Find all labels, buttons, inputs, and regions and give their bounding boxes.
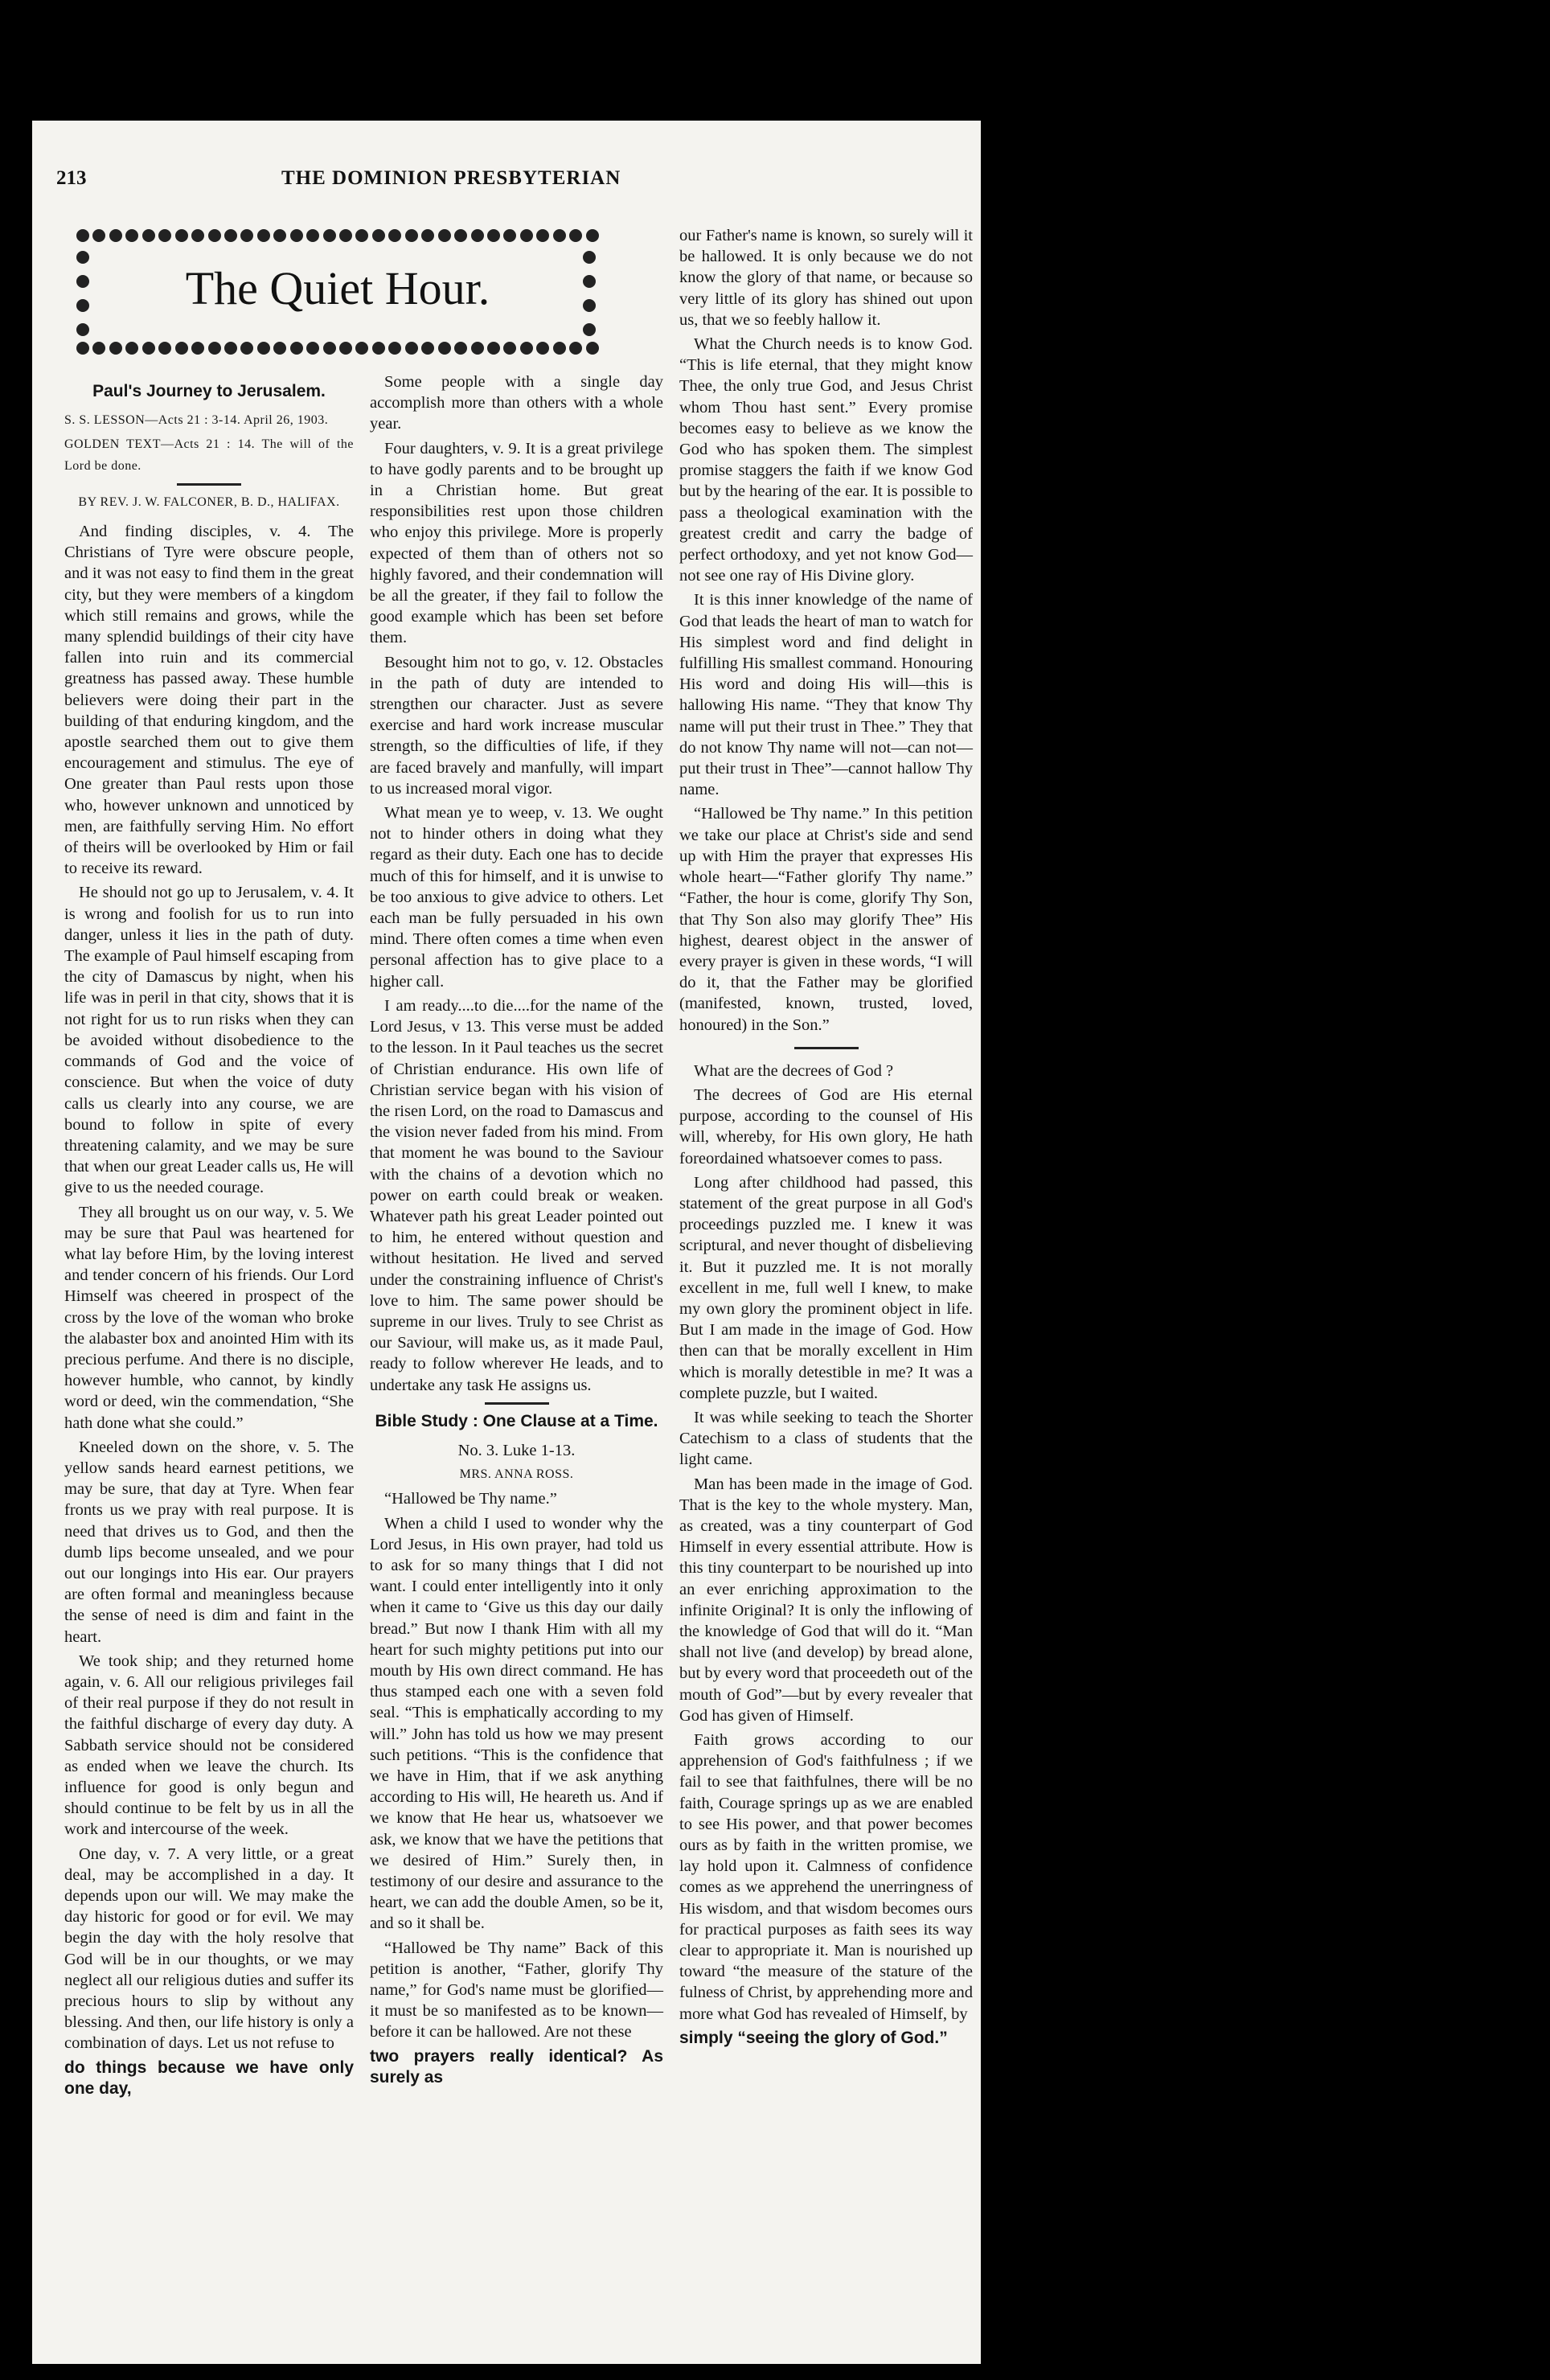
paragraph: Besought him not to go, v. 12. Obstacles in the path of duty are intended to strengthen our character. Just as severe exercise and hard work increase muscular strength, so the difficulties of life, if they are faced bravely and manfully, will impart to us increased moral vigor. <box>370 653 663 798</box>
golden-text: GOLDEN TEXT—Acts 21 : 14. The will of the Lord be done. <box>64 437 354 473</box>
running-head: THE DOMINION PRESBYTERIAN <box>281 167 621 189</box>
paragraph: “Hallowed be Thy name.” <box>384 1490 557 1508</box>
paragraph: “Hallowed be Thy name” Back of this petition is another, “Father, glorify Thy name,” for God's name must be glorified—it must be so manifested as to be known—before it can be hallowed. Are not these <box>370 1939 663 2041</box>
paragraph: One day, v. 7. A very little, or a great deal, may be accomplished in a day. It depends upon our will. We may make the day historic for good or for evil. We may begin the day with the holy resolve that God will be in our thoughts, or we may neglect all our religious duties and suffer its precious hours to slip by without any blessing. And then, our life history is only a combination of days. Let us not refuse to <box>64 1844 354 2053</box>
divider <box>794 1047 859 1049</box>
divider <box>485 1402 549 1405</box>
paragraph: They all brought us on our way, v. 5. We may be sure that Paul was heartened for what lay before Him, by the loving interest and tender concern of his friends. Our Lord Himself was cheered in prospect of the cross by the love of the woman who broke the alabaster box and anointed Him with its precious perfume. And there is no disciple, however humble, who cannot, by kindly word or deed, win the commendation, “She hath done what she could.” <box>64 1203 354 1432</box>
column-1 <box>64 378 354 2099</box>
divider <box>177 483 241 486</box>
article-subheading: No. 3. Luke 1-13. <box>457 1441 576 1459</box>
last-line: do things because we have only one day, <box>64 2058 354 2098</box>
paragraph: Faith grows according to our apprehension of God's faithfulness ; if we fail to see that faithfulnes, there will be no faith, Courage springs up as we are enabled to see His power, and that power becomes ours as by faith in the written promise, we lay hold upon it. Calmness of confidence comes as we apprehend the unerringness of His wisdom, and that wisdom becomes ours for practical purposes as faith sees its way clear to appropriate it. Man is nourished up toward “the measure of the stature of the fulness of Christ, by apprehending more and more what God has revealed of Himself, by <box>679 1731 973 2023</box>
paragraph: Man has been made in the image of God. That is the key to the whole mystery. Man, as created, was a tiny counterpart of God Himself in every essential attribute. How is this tiny counterpart to be nourished up into an ever enriching approximation to the infinite Original? It is only the inflowing of the knowledge of God that will do it. “Man shall not live (and develop) by bread alone, but by every word that proceedeth out of the mouth of God”—but by every revealer that God has given of Himself. <box>679 1475 973 1725</box>
paragraph: I am ready....to die....for the name of the Lord Jesus, v 13. This verse must be added to the lesson. In it Paul teaches us the secret of Christian endurance. His own life of Christian service began with his vision of the risen Lord, on the road to Damascus and the vision never faded from his mind. From that moment he was bound to the Saviour with the chains of a devotion which no power on earth could break or weaken. Whatever path his great Leader pointed out to him, he entered without question and without hesitation. He lived and served under the constraining influence of Christ's love to him. The same power should be supreme in our lives. Truly to see Christ as our Saviour, will make us, as it made Paul, ready to follow wherever He leads, and to undertake any task He assigns us. <box>370 996 663 1394</box>
paragraph: It is this inner knowledge of the name of God that leads the heart of man to watch for His simplest word and find delight in fulfilling His smallest command. Honouring His word and doing His will—this is hallowing His name. “They that know Thy name will put their trust in Thee.” They that do not know Thy name will not—can not—put their trust in Thee”—cannot hallow Thy name. <box>679 591 973 799</box>
paragraph: Some people with a single day accomplish more than others with a whole year. <box>370 373 663 433</box>
paragraph: It was while seeking to teach the Shorter Catechism to a class of students that the light came. <box>679 1408 973 1469</box>
paragraph: What are the decrees of God ? <box>694 1061 894 1080</box>
column-2 <box>370 371 663 2088</box>
paragraph: He should not go up to Jerusalem, v. 4. It is wrong and foolish for us to run into danger, unless it lies in the path of duty. The example of Paul himself escaping from the city of Damascus by night, when his life was in peril in that city, shows that it is not right for us to run risks when they can be avoided without disobedience to the commands of God and the voice of conscience. But when the voice of duty calls us clearly into any course, we are bound to follow in spite of every threatening calamity, and we may be sure that when our great Leader calls us, He will give to us the needed courage. <box>64 884 354 1197</box>
paragraph: We took ship; and they returned home again, v. 6. All our religious privileges fail of their real purpose if they do not result in the faithful discharge of every day duty. A Sabbath service should not be considered as ended when we leave the church. Its influence for good is only begun and should continue to be felt by us in all the work and intercourse of the week. <box>64 1652 354 1839</box>
page-number: 213 <box>56 167 87 189</box>
article-heading: Bible Study : One Clause at a Time. <box>375 1411 658 1430</box>
paragraph: Kneeled down on the shore, v. 5. The yellow sands heard earnest petitions, we may be sure, that day at Tyre. When fear fronts us we pray with real purpose. It is need that drives us to God, and then the dumb lips become unsealed, and we pour out our longings into His ear. Our prayers are often formal and meaningless because the sense of need is dim and faint in the heart. <box>64 1438 354 1646</box>
lesson-reference: S. S. LESSON—Acts 21 : 3-14. April 26, 1903. <box>64 413 329 428</box>
article-author: MRS. ANNA ROSS. <box>459 1467 574 1482</box>
last-line: simply “seeing the glory of God.” <box>679 2028 948 2047</box>
paragraph: “Hallowed be Thy name.” In this petition we take our place at Christ's side and send up with Him the prayer that expresses His whole heart—“Father glorify Thy name.” “Father, the hour is come, glorify Thy Son, that Thy Son also may glorify Thee” His highest, dearest object in the answer of every prayer is given in these words, “I will do it, that the Father may be glorified (manifested, known, trusted, loved, honoured) in the Son.” <box>679 805 973 1034</box>
article-author: BY REV. J. W. FALCONER, B. D., HALIFAX. <box>78 494 340 509</box>
column-3 <box>679 225 973 2049</box>
newspaper-page <box>32 121 981 2364</box>
paragraph: When a child I used to wonder why the Lord Jesus, in His own prayer, had told us to ask for so many things that I did not want. I could enter intelligently into it only when it came to ‘Give us this day our daily bread.” But now I thank Him with all my heart for such mighty petitions put into our mouth by His own direct command. He has thus stamped each one with a seven fold seal. “This is emphatically according to my will.” John has told us how we may present such petitions. “This is the confidence that we have in Him, that if we ask anything according to His will, He heareth us. And if we know that He hear us, whatsoever we ask, we know that we have the petitions that we desired of Him.” Surely then, in testimony of our desire and assurance to the heart, we can add the double Amen, so be it, and so it shall be. <box>370 1514 663 1933</box>
paragraph: our Father's name is known, so surely will it be hallowed. It is only because we do not know the glory of that name, or because so very little of its glory has shined out upon us, that we so feebly hallow it. <box>679 227 973 329</box>
last-line: two prayers really identical? As surely as <box>370 2046 663 2087</box>
section-banner <box>76 229 599 358</box>
paragraph: Four daughters, v. 9. It is a great privilege to have godly parents and to be brought up in a Christian home. But great responsibilities rest upon those children who enjoy this privilege. More is properly expected of them than of others not so highly favored, and their condemnation will be all the greater, if they fail to follow the good example which has been set before them. <box>370 439 663 647</box>
paragraph: And finding disciples, v. 4. The Christians of Tyre were obscure people, and it was not easy to find them in the great city, but they were members of a kingdom which still remains and grows, while the many splendid buildings of their city have fallen into ruin and its commercial greatness has passed away. These humble believers were doing their part in the building of that enduring kingdom, and the apostle searched them out to give them encouragement and stimulus. The eye of One greater than Paul rests upon those who, however unknown and unnoticed by men, are faithfully serving Him. No effort of theirs will be overlooked by Him or fail to receive its reward. <box>64 523 354 878</box>
paragraph: What mean ye to weep, v. 13. We ought not to hinder others in doing what they regard as their duty. Each one has to decide much of this for himself, and it is unwise to be too anxious to give advice to others. Let each man be fully persuaded in his own mind. There often comes a time when even personal affection has to give place to a higher call. <box>370 804 663 991</box>
paragraph: Long after childhood had passed, this statement of the great purpose in all God's proceedings puzzled me. I knew it was scriptural, and never thought of disbelieving it. But it puzzled me. It is not morally excellent in me, full well I knew, to make my own glory the prominent object in life. But I am made in the image of God. How then can that be morally excellent in Him which is morally detestible in me? It was a complete puzzle, but I waited. <box>679 1173 973 1402</box>
page-header <box>32 167 981 199</box>
paragraph: The decrees of God are His eternal purpose, according to the counsel of His will, whereby, for His own glory, He hath foreordained whatsoever comes to pass. <box>679 1085 973 1167</box>
banner-border-top <box>76 229 599 245</box>
banner-border-bottom <box>76 342 599 358</box>
paragraph: What the Church needs is to know God. “This is life eternal, that they might know Thee, the only true God, and Jesus Christ whom Thou hast sent.” Every promise becomes easy to believe as we know the God who has spoken them. The simplest promise staggers the faith if we know God but by the hearing of the ear. It is possible to pass a theological examination with the greatest credit and carry the badge of perfect orthodoxy, and yet not know God—not see one ray of His Divine glory. <box>679 335 973 585</box>
article-heading: Paul's Journey to Jerusalem. <box>92 382 326 400</box>
section-title: The Quiet Hour. <box>185 262 490 314</box>
